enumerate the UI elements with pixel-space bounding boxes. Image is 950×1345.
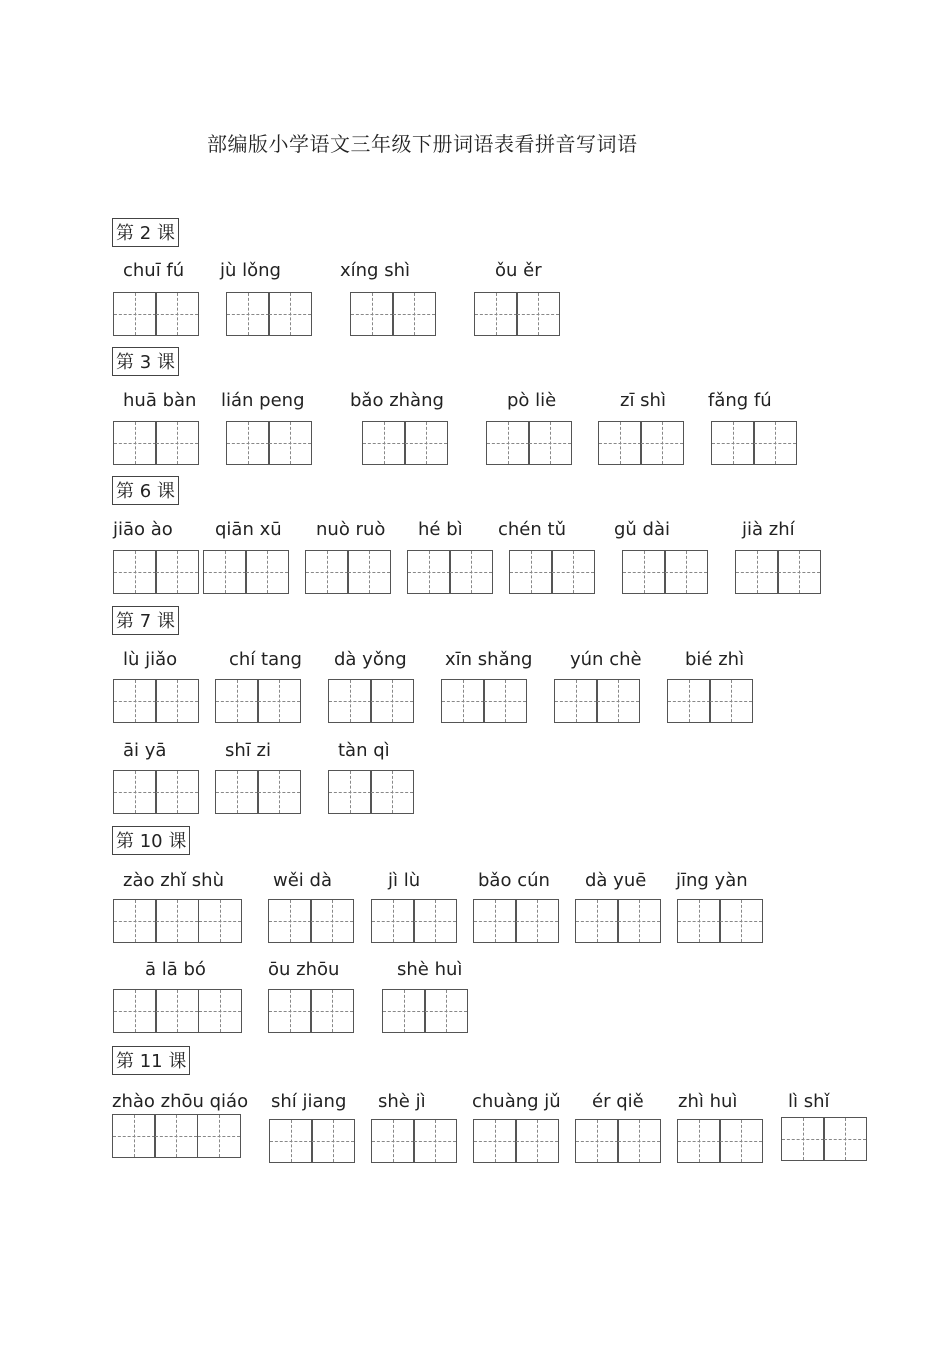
lesson-label: 第 2 课 <box>112 218 179 247</box>
writing-grid[interactable] <box>735 550 820 594</box>
writing-grid[interactable] <box>113 292 198 336</box>
lesson-label: 第 7 课 <box>112 606 179 635</box>
writing-grid[interactable] <box>113 989 240 1033</box>
pinyin: bǎo zhàng <box>350 390 444 411</box>
pinyin: huā bàn <box>123 390 197 411</box>
pinyin: ǒu ěr <box>495 260 542 281</box>
writing-grid[interactable] <box>203 550 288 594</box>
writing-grid[interactable] <box>407 550 492 594</box>
pinyin: zhào zhōu qiáo <box>112 1091 249 1112</box>
writing-grid[interactable] <box>781 1117 866 1161</box>
writing-grid[interactable] <box>382 989 467 1033</box>
pinyin: shè jì <box>378 1091 426 1112</box>
pinyin: zī shì <box>620 390 666 411</box>
pinyin: dà yǒng <box>334 649 407 670</box>
writing-grid[interactable] <box>226 292 311 336</box>
writing-grid[interactable] <box>473 899 558 943</box>
writing-grid[interactable] <box>112 1114 239 1158</box>
pinyin: jù lǒng <box>220 260 281 281</box>
writing-grid[interactable] <box>677 1119 762 1163</box>
pinyin: lì shǐ <box>788 1091 830 1112</box>
pinyin: tàn qì <box>338 740 390 761</box>
pinyin: āi yā <box>123 740 167 761</box>
pinyin: jià zhí <box>742 519 795 540</box>
writing-grid[interactable] <box>113 770 198 814</box>
pinyin: ér qiě <box>592 1091 644 1112</box>
writing-grid[interactable] <box>371 899 456 943</box>
writing-grid[interactable] <box>371 1119 456 1163</box>
writing-grid[interactable] <box>509 550 594 594</box>
pinyin: dà yuē <box>585 870 647 891</box>
writing-grid[interactable] <box>113 679 198 723</box>
writing-grid[interactable] <box>215 679 300 723</box>
writing-grid[interactable] <box>268 989 353 1033</box>
pinyin: wěi dà <box>273 870 332 891</box>
pinyin: qiān xū <box>215 519 282 540</box>
pinyin: lián peng <box>221 390 305 411</box>
writing-grid[interactable] <box>575 1119 660 1163</box>
pinyin: zào zhǐ shù <box>123 870 224 891</box>
pinyin: ā lā bó <box>145 959 206 980</box>
pinyin: gǔ dài <box>614 519 671 540</box>
pinyin: fǎng fú <box>708 390 772 411</box>
pinyin: bié zhì <box>685 649 745 670</box>
writing-grid[interactable] <box>474 292 559 336</box>
pinyin: nuò ruò <box>316 519 386 540</box>
lesson-label: 第 11 课 <box>112 1046 190 1075</box>
writing-grid[interactable] <box>328 679 413 723</box>
pinyin: zhì huì <box>678 1091 738 1112</box>
writing-grid[interactable] <box>113 550 198 594</box>
lesson-label: 第 6 课 <box>112 476 179 505</box>
pinyin: jiāo ào <box>113 519 173 540</box>
pinyin: xīn shǎng <box>445 649 533 670</box>
pinyin: chuàng jǔ <box>472 1091 561 1112</box>
pinyin: jì lù <box>388 870 421 891</box>
pinyin: shí jiang <box>271 1091 347 1112</box>
writing-grid[interactable] <box>575 899 660 943</box>
writing-grid[interactable] <box>598 421 683 465</box>
pinyin: hé bì <box>418 519 463 540</box>
writing-grid[interactable] <box>226 421 311 465</box>
writing-grid[interactable] <box>215 770 300 814</box>
writing-grid[interactable] <box>305 550 390 594</box>
writing-grid[interactable] <box>362 421 447 465</box>
page-title: 部编版小学语文三年级下册词语表看拼音写词语 <box>207 132 638 156</box>
writing-grid[interactable] <box>711 421 796 465</box>
pinyin: xíng shì <box>340 260 410 281</box>
writing-grid[interactable] <box>350 292 435 336</box>
writing-grid[interactable] <box>113 899 240 943</box>
writing-grid[interactable] <box>486 421 571 465</box>
writing-grid[interactable] <box>677 899 762 943</box>
lesson-label: 第 10 课 <box>112 826 190 855</box>
pinyin: yún chè <box>570 649 642 670</box>
writing-grid[interactable] <box>269 1119 354 1163</box>
writing-grid[interactable] <box>268 899 353 943</box>
pinyin: jīng yàn <box>676 870 748 891</box>
writing-grid[interactable] <box>667 679 752 723</box>
writing-grid[interactable] <box>622 550 707 594</box>
pinyin: lù jiǎo <box>123 649 178 670</box>
writing-grid[interactable] <box>328 770 413 814</box>
pinyin: chí tang <box>229 649 302 670</box>
writing-grid[interactable] <box>113 421 198 465</box>
pinyin: shè huì <box>397 959 463 980</box>
writing-grid[interactable] <box>473 1119 558 1163</box>
pinyin: chuī fú <box>123 260 185 281</box>
pinyin: ōu zhōu <box>268 959 340 980</box>
lesson-label: 第 3 课 <box>112 347 179 376</box>
pinyin: chén tǔ <box>498 519 566 540</box>
pinyin: shī zi <box>225 740 271 761</box>
pinyin: bǎo cún <box>478 870 550 891</box>
writing-grid[interactable] <box>441 679 526 723</box>
writing-grid[interactable] <box>554 679 639 723</box>
pinyin: pò liè <box>507 390 557 411</box>
